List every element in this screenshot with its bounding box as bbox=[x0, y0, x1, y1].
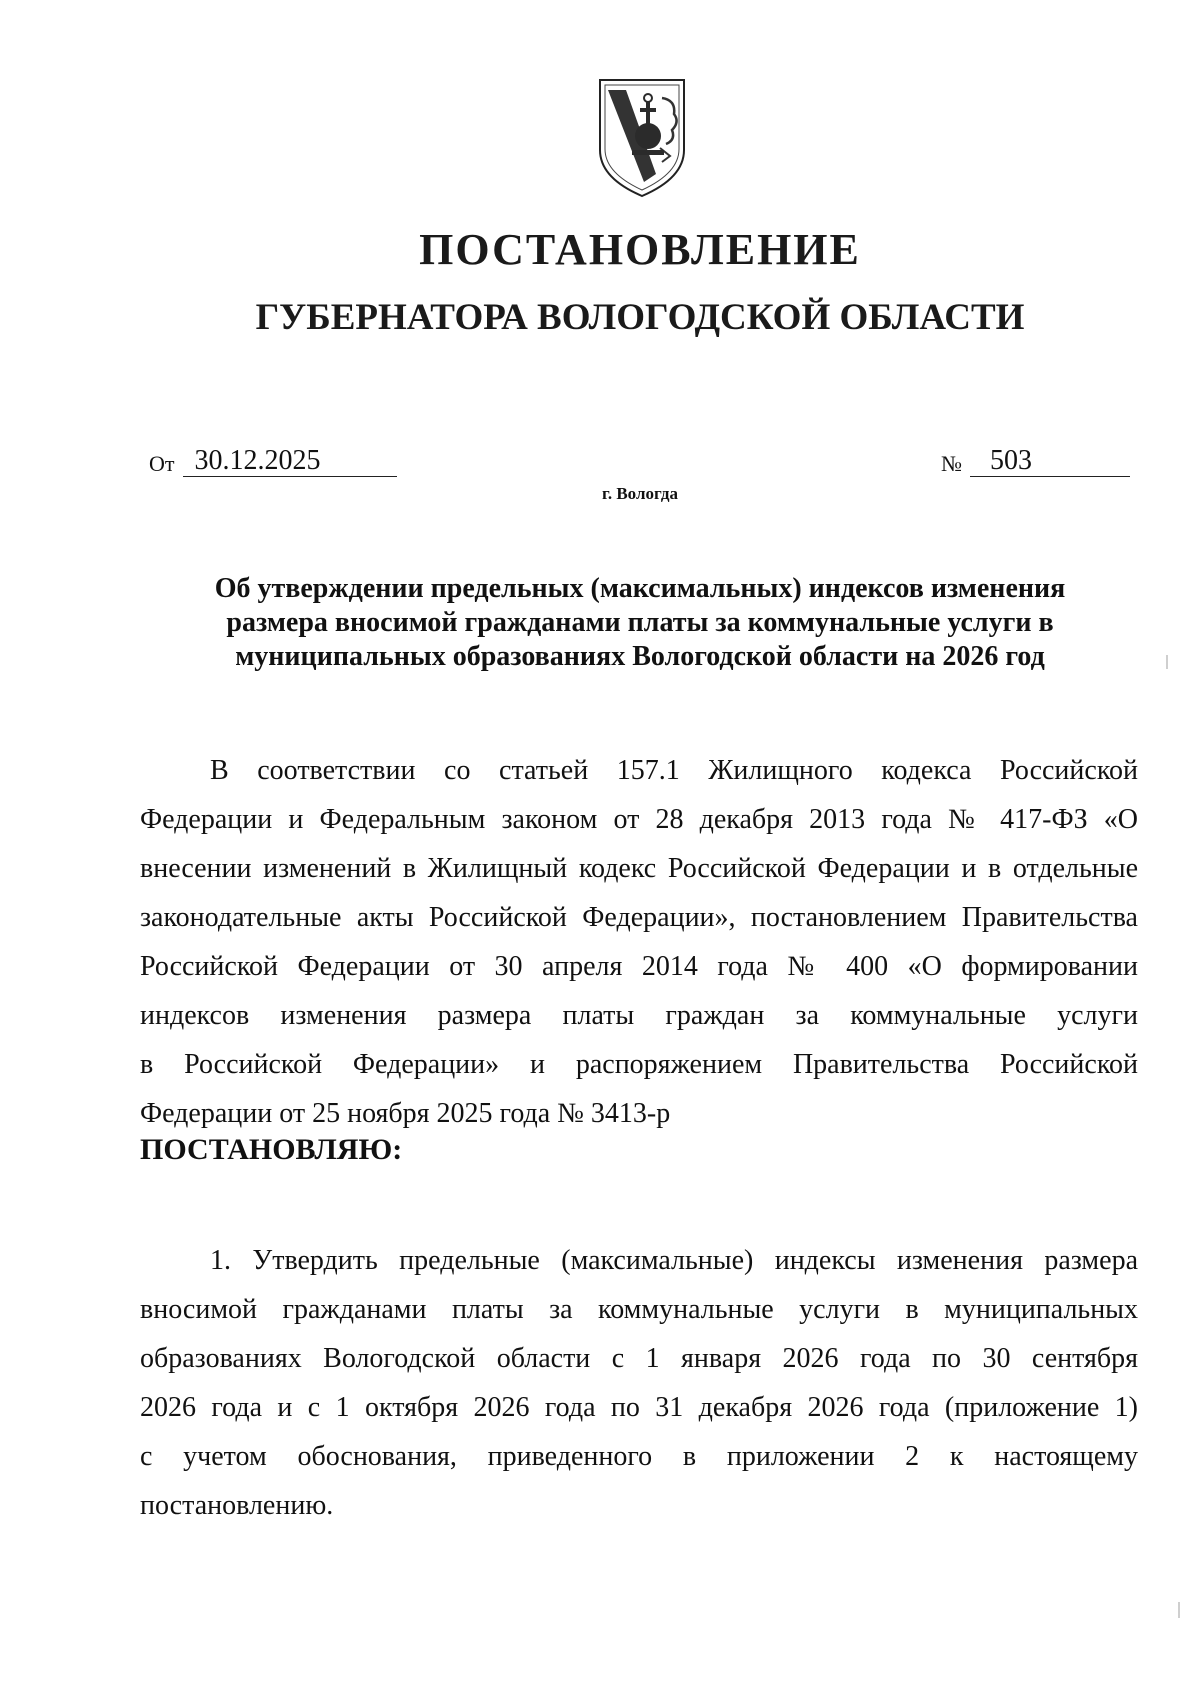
paragraph-line: с учетом обоснования, приведенного в приложении 2 к настоящему bbox=[140, 1441, 1138, 1472]
document-type-title: ПОСТАНОВЛЕНИЕ bbox=[419, 225, 861, 274]
paragraph-line: Российской Федерации от 30 апреля 2014 года № 400 «О формировании bbox=[140, 951, 1138, 982]
number-prefix: № bbox=[941, 451, 962, 476]
paragraph-line: В соответствии со статьей 157.1 Жилищного кодекса Российской bbox=[210, 755, 1138, 786]
paragraph-line: образованиях Вологодской области с 1 января 2026 года по 30 сентября bbox=[140, 1343, 1138, 1374]
date-value: 30.12.2025 bbox=[183, 446, 397, 477]
scan-artifact bbox=[1166, 655, 1168, 669]
regional-coat-of-arms-icon bbox=[596, 78, 688, 198]
paragraph-line: постановлению. bbox=[140, 1490, 334, 1521]
paragraph-line: 2026 года и с 1 октября 2026 года по 31 декабря 2026 года (приложение 1) bbox=[140, 1392, 1138, 1423]
paragraph-line: Федерации от 25 ноября 2025 года № 3413-р bbox=[140, 1098, 671, 1129]
date-prefix: От bbox=[149, 451, 175, 476]
paragraph-line: в Российской Федерации» и распоряжением Правительства Российской bbox=[140, 1049, 1138, 1080]
paragraph-line: 1. Утвердить предельные (максимальные) индексы изменения размера bbox=[210, 1245, 1138, 1276]
paragraph-line: индексов изменения размера платы граждан за коммунальные услуги bbox=[140, 1000, 1138, 1031]
number-value: 503 bbox=[970, 446, 1130, 477]
paragraph-line: Федерации и Федеральным законом от 28 декабря 2013 года № 417-ФЗ «О bbox=[140, 804, 1138, 835]
clause-1-paragraph bbox=[140, 1236, 1138, 1530]
heading-line: размера вносимой гражданами платы за коммунальные услуги в bbox=[226, 607, 1054, 638]
document-heading bbox=[150, 572, 1130, 674]
resolve-heading: ПОСТАНОВЛЯЮ: bbox=[140, 1133, 403, 1166]
paragraph-line: вносимой гражданами платы за коммунальные услуги в муниципальных bbox=[140, 1294, 1138, 1325]
issuing-authority-title: ГУБЕРНАТОРА ВОЛОГОДСКОЙ ОБЛАСТИ bbox=[255, 297, 1025, 338]
document-date bbox=[149, 446, 397, 477]
paragraph-line: законодательные акты Российской Федерации», постановлением Правительства bbox=[140, 902, 1138, 933]
paragraph-line: внесении изменений в Жилищный кодекс Российской Федерации и в отдельные bbox=[140, 853, 1138, 884]
document-city: г. Вологда bbox=[602, 484, 678, 503]
heading-line: муниципальных образованиях Вологодской области на 2026 год bbox=[235, 641, 1045, 672]
heading-line: Об утверждении предельных (максимальных) индексов изменения bbox=[214, 573, 1066, 604]
scan-artifact bbox=[1178, 1602, 1180, 1618]
document-number bbox=[941, 446, 1130, 477]
preamble-paragraph bbox=[140, 746, 1138, 1138]
